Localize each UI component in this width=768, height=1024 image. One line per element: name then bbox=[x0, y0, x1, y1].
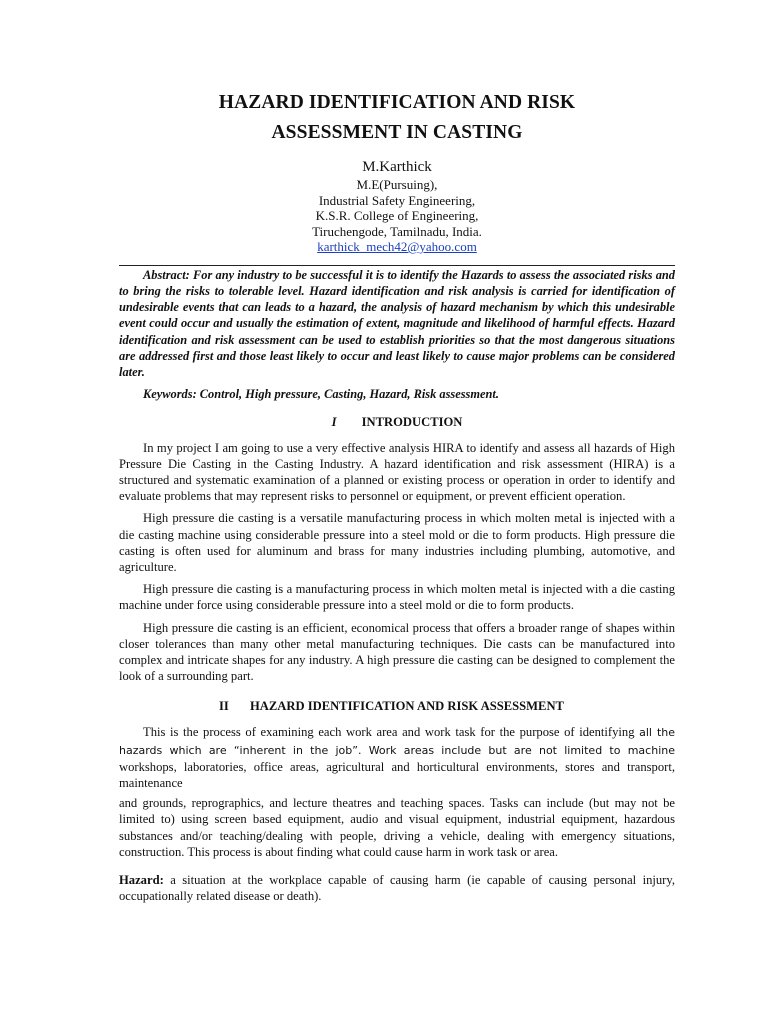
hazard-definition bbox=[119, 872, 675, 905]
intro-paragraph-1: In my project I am going to use a very effective analysis HIRA to identify and assess all hazards of High Pressure Die Casting in the Casting Industry. A hazard identification and risk assessment (HIRA) is a structured and systematic examination of a planned or existing process or operation in order to identify and evaluate problems that may represent risks to personnel or equipment, or prevent efficient operation. bbox=[119, 440, 675, 504]
section-title: HAZARD IDENTIFICATION AND RISK ASSESSMENT bbox=[249, 699, 564, 714]
section-number: I bbox=[331, 414, 337, 429]
paper-title bbox=[119, 0, 675, 148]
hira-paragraph-1 bbox=[119, 724, 675, 791]
abstract: Abstract: For any industry to be successful it is to identify the Hazards to assess the associated risks and to bring the risks to tolerable level. Hazard identification and risk analysis is carried for identification of undesirable events that can leads to a hazard, the analysis of hazard mechanism by which this undesirable event could occur and usually the estimation of extent, magnitude and likelihood of harmful effects. Hazard identification and risk assessment can be used to establish priorities so that the most dangerous situations are addressed first and those least likely to occur and least likely to cause major problems can be considered later. bbox=[119, 267, 675, 380]
keywords: Keywords: Control, High pressure, Casting, Hazard, Risk assessment. bbox=[143, 386, 499, 401]
section-title: INTRODUCTION bbox=[361, 414, 463, 429]
author-email-link[interactable]: karthick_mech42@yahoo.com bbox=[317, 239, 477, 254]
paper-page bbox=[119, 0, 675, 905]
affiliation-degree: M.E(Pursuing), bbox=[356, 177, 438, 192]
hira-paragraph-1-part-3: workshops, laboratories, office areas, agricultural and horticultural environments, stores and transport, maintenance bbox=[119, 759, 675, 791]
section-heading-introduction bbox=[119, 414, 675, 430]
intro-paragraph-3: High pressure die casting is a manufacturing process in which molten metal is injected with a die casting machine under force using considerable pressure into a steel mold or die to form products. bbox=[119, 582, 675, 613]
hazard-term: Hazard: bbox=[119, 873, 164, 888]
title-line-2: ASSESSMENT IN CASTING bbox=[271, 122, 523, 143]
hira-paragraph-1-part-1: This is the process of examining each work area and work task for the purpose of identifying bbox=[143, 725, 635, 740]
intro-paragraph-4: High pressure die casting is an efficient, economical process that offers a broader range of shapes within closer tolerances than many other metal manufacturing techniques. Die casts can be manufactured into complex and intricate shapes for any industry. A high pressure die casting can be designed to complement the look of a surrounding part. bbox=[119, 620, 675, 684]
affiliation-location: Tiruchengode, Tamilnadu, India. bbox=[312, 223, 482, 239]
hazard-definition-text: a situation at the workplace capable of causing harm (ie capable of causing personal injury, occupationally related disease or death). bbox=[119, 873, 675, 904]
intro-paragraph-2: High pressure die casting is a versatile manufacturing process in which molten metal is injected with a die casting machine using considerable pressure into a steel mold or die to form products. High pressure die casting is often used for aluminum and brass for many industries including plumbing, automotive, and agriculture. bbox=[119, 511, 675, 574]
hira-paragraph-1-part-2: all the hazards which are “inherent in the job”. Work areas include but are not limited to machine bbox=[119, 726, 675, 757]
section-heading-hira bbox=[219, 698, 675, 714]
hira-paragraph-2: and grounds, reprographics, and lecture theatres and teaching spaces. Tasks can include (but may not be limited to) using screen based equipment, audio and visual equipment, industrial equipment, hazardous substances and/or teaching/dealing with people, driving a vehicle, dealing with emergency situations, construction. This process is about finding what could cause harm in work task or area. bbox=[119, 796, 675, 859]
abstract-divider bbox=[119, 265, 675, 266]
title-line-1: HAZARD IDENTIFICATION AND RISK bbox=[218, 92, 576, 113]
author-name: M.Karthick bbox=[362, 159, 432, 175]
affiliation-department: Industrial Safety Engineering, bbox=[318, 192, 476, 208]
section-number: II bbox=[219, 699, 229, 714]
affiliation-college: K.S.R. College of Engineering, bbox=[315, 208, 479, 223]
